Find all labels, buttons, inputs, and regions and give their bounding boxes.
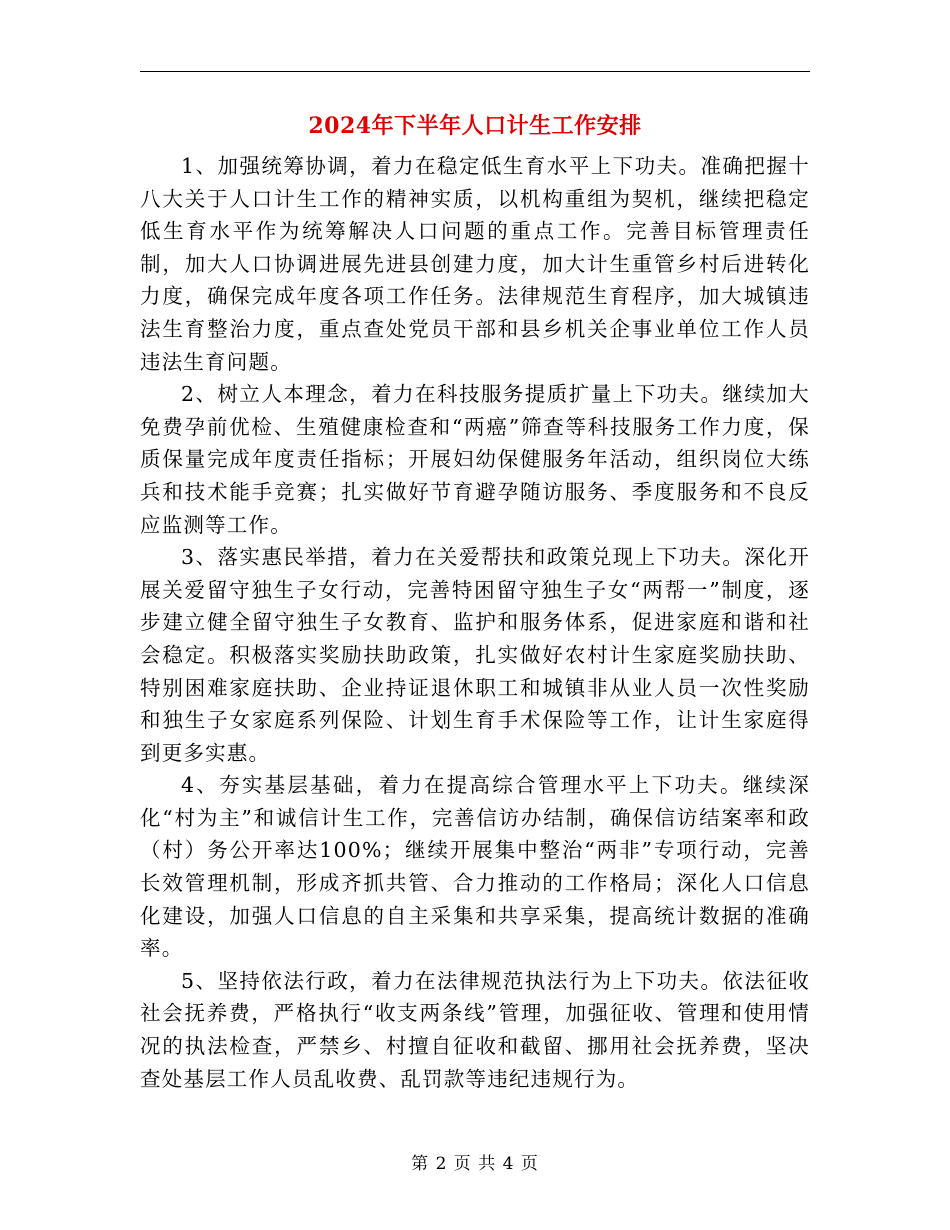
header-rule: [140, 71, 810, 72]
document-body: [140, 150, 810, 1095]
paragraph-5: 5、坚持依法行政，着力在法律规范执法行为上下功夫。依法征收社会抚养费，严格执行“收支两条线”管理，加强征收、管理和使用情况的执法检查，严禁乡、村擅自征收和截留、挪用社会抚养费，坚决查处基层工作人员乱收费、乱罚款等违纪违规行为。: [140, 968, 810, 1091]
paragraph-4: 4、夯实基层基础，着力在提高综合管理水平上下功夫。继续深化“村为主”和诚信计生工作，完善信访办结制，确保信访结案率和政（村）务公开率达100%；继续开展集中整治“两非”专项行动，完善长效管理机制，形成齐抓共管、合力推动的工作格局；深化人口信息化建设，加强人口信息的自主采集和共享采集，提高统计数据的准确率。: [140, 773, 810, 961]
paragraph-1: 1、加强统筹协调，着力在稳定低生育水平上下功夫。准确把握十八大关于人口计生工作的精神实质，以机构重组为契机，继续把稳定低生育水平作为统筹解决人口问题的重点工作。完善目标管理责任制，加大人口协调进展先进县创建力度，加大计生重管乡村后进转化力度，确保完成年度各项工作任务。法律规范生育程序，加大城镇违法生育整治力度，重点查处党员干部和县乡机关企事业单位工作人员违法生育问题。: [140, 154, 810, 374]
document-title: 2024年下半年人口计生工作安排: [308, 113, 642, 139]
paragraph-3: 3、落实惠民举措，着力在关爱帮扶和政策兑现上下功夫。深化开展关爱留守独生子女行动，完善特困留守独生子女“两帮一”制度，逐步建立健全留守独生子女教育、监护和服务体系，促进家庭和谐和社会稳定。积极落实奖励扶助政策，扎实做好农村计生家庭奖励扶助、特别困难家庭扶助、企业持证退休职工和城镇非从业人员一次性奖励和独生子女家庭系列保险、计划生育手术保险等工作，让计生家庭得到更多实惠。: [140, 545, 810, 765]
page-number-footer: 第 2 页 共 4 页: [411, 1154, 539, 1174]
paragraph-2: 2、树立人本理念，着力在科技服务提质扩量上下功夫。继续加大免费孕前优检、生殖健康检查和“两癌”筛查等科技服务工作力度，保质保量完成年度责任指标；开展妇幼保健服务年活动，组织岗位大练兵和技术能手竞赛；扎实做好节育避孕随访服务、季度服务和不良反应监测等工作。: [140, 382, 810, 537]
